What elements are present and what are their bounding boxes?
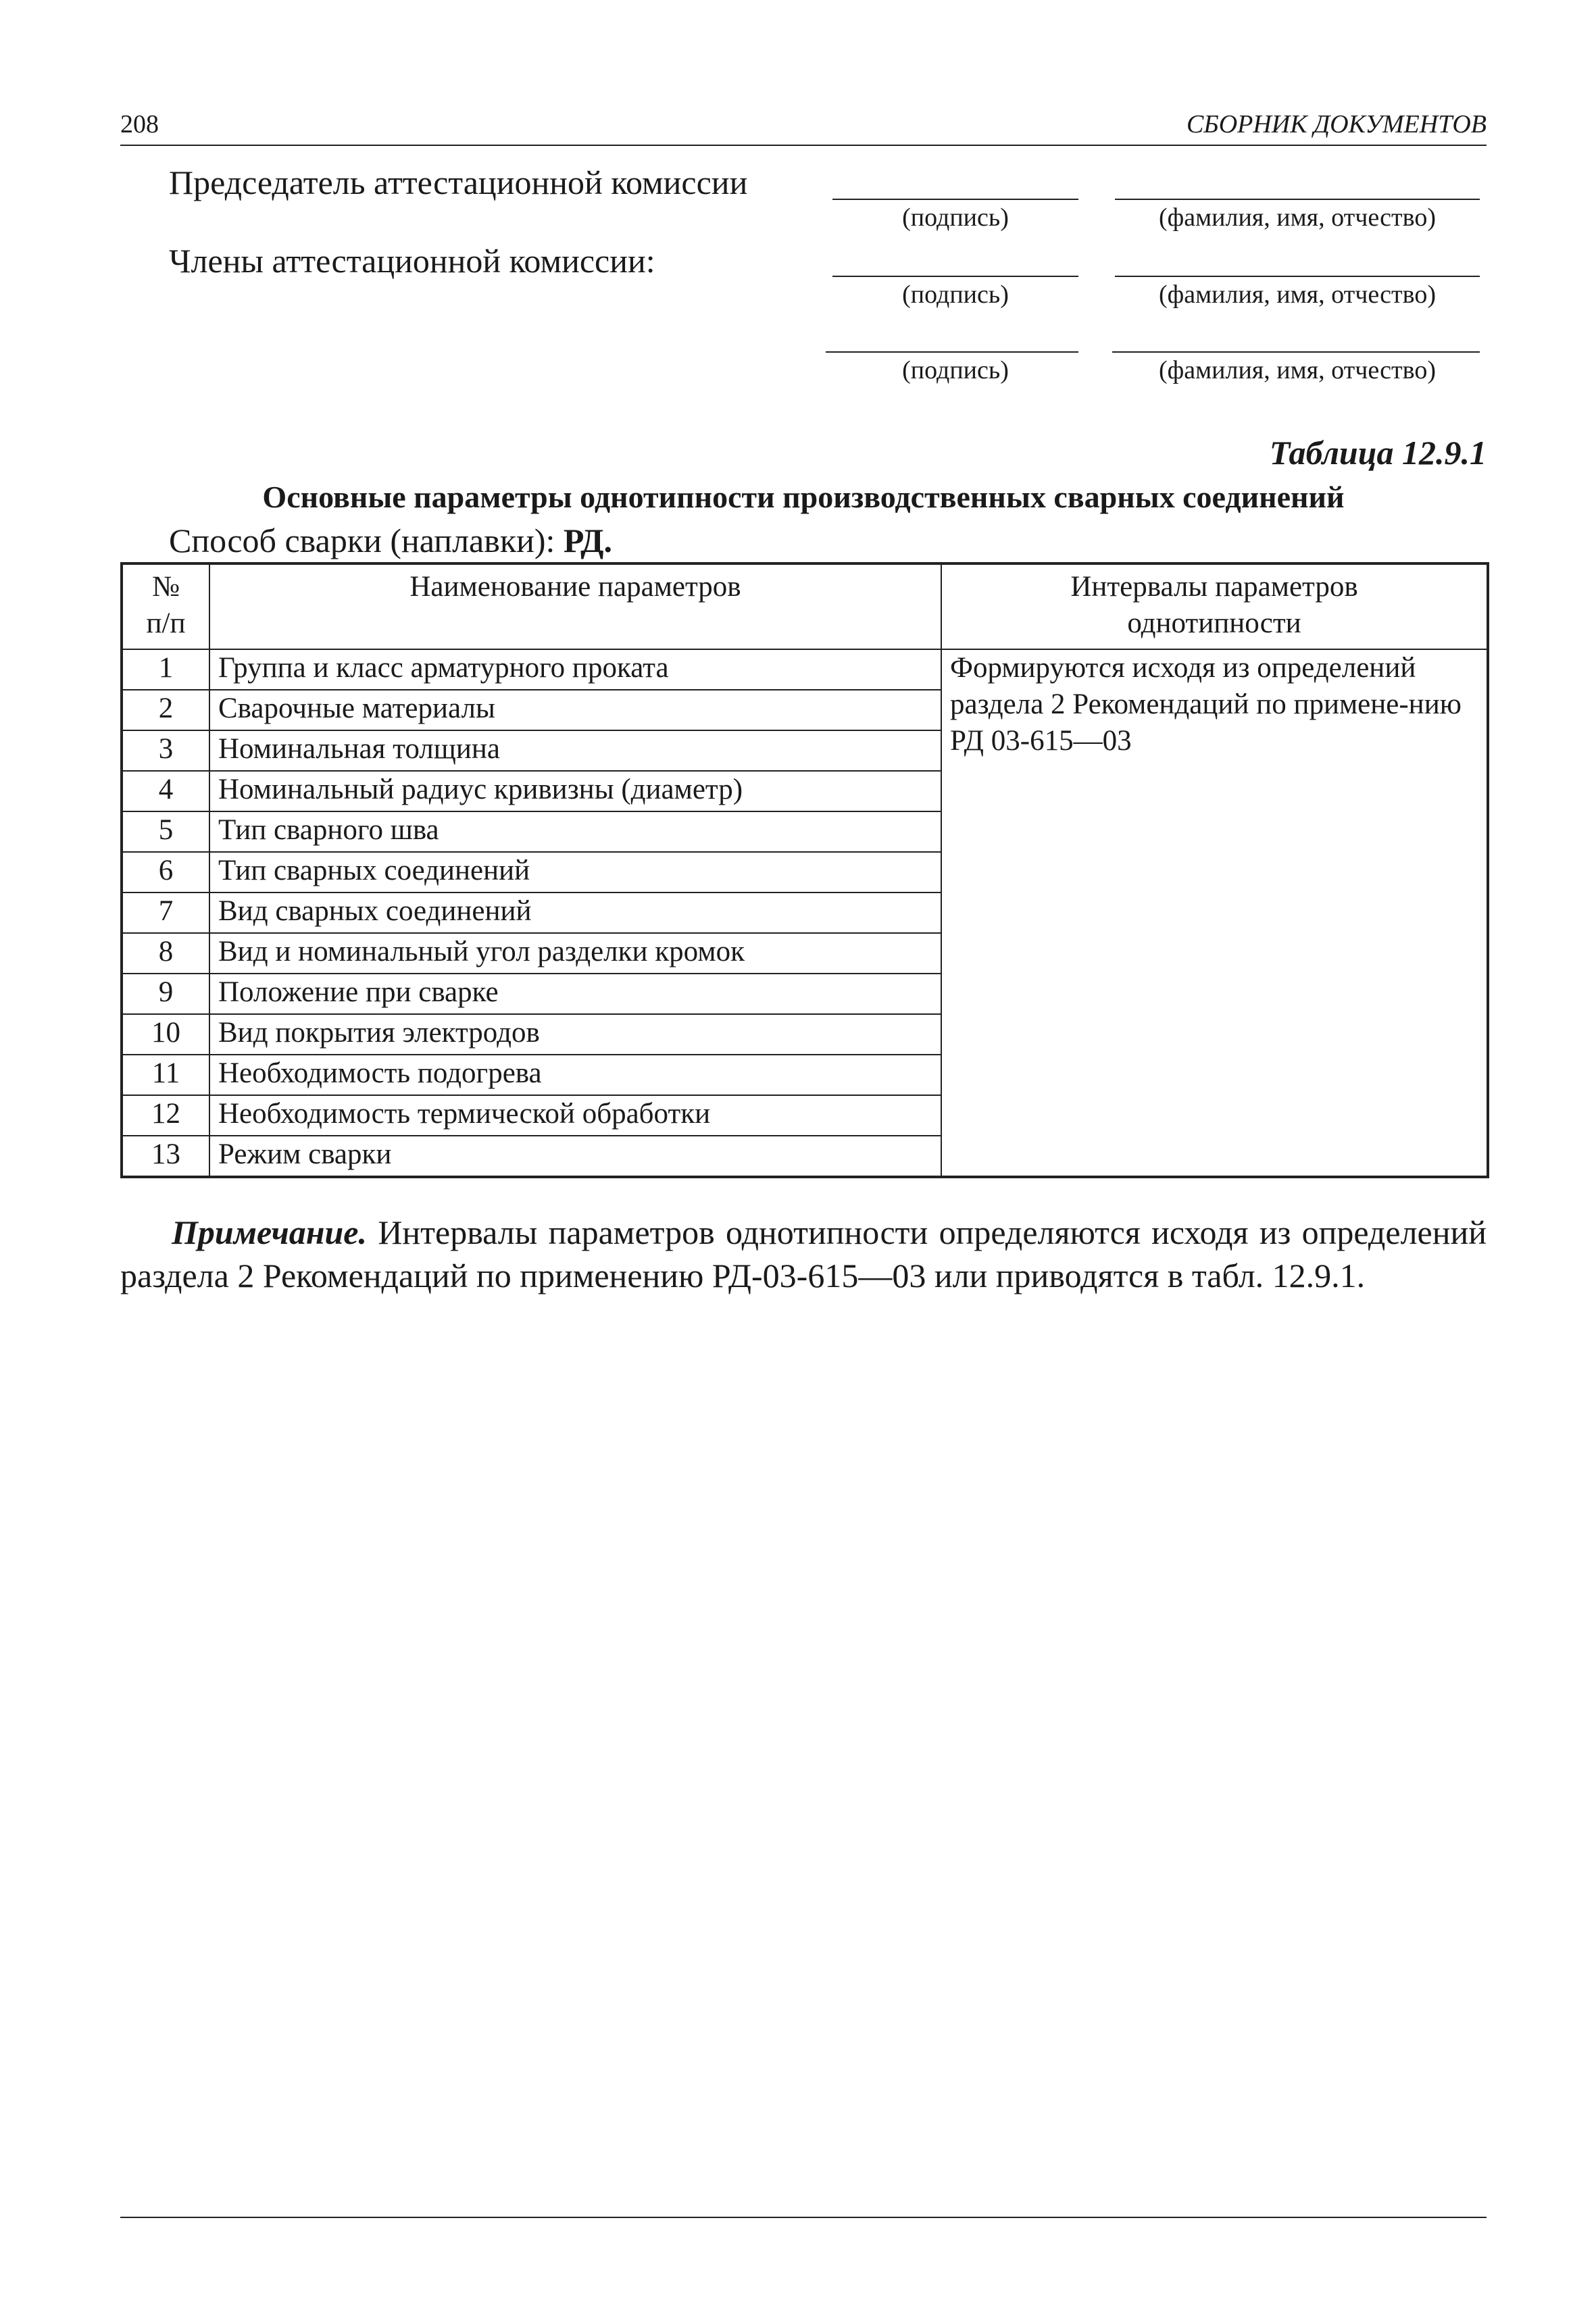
chairman-label: Председатель аттестационной комиссии — [169, 164, 748, 201]
column-header-number-line1: № — [151, 571, 180, 603]
column-header-interval-line2: однотипности — [1127, 607, 1301, 639]
note-text: Интервалы параметров однотипности определяются исходя из определений раздела 2 Рекомендаций по применению РД-03-615—03 или приводятся в табл. 12.9.1. — [120, 1213, 1487, 1294]
welding-method-line — [169, 520, 612, 561]
row-parameter-name: Номинальный радиус кривизны (диаметр) — [209, 771, 941, 811]
row-number: 6 — [122, 852, 209, 892]
row-number: 1 — [122, 649, 209, 690]
row-number: 11 — [122, 1055, 209, 1095]
member1-signature-line — [832, 276, 1078, 277]
interval-cell: Формируются исходя из определений раздела 2 Рекомендаций по примене-нию РД 03-615—03 — [941, 649, 1488, 1177]
table-title: Основные параметры однотипности производственных сварных соединений — [262, 480, 1345, 514]
row-parameter-name: Положение при сварке — [209, 974, 941, 1014]
welding-method-prefix: Способ сварки (наплавки): — [169, 522, 564, 559]
row-number: 2 — [122, 690, 209, 730]
row-parameter-name: Необходимость термической обработки — [209, 1095, 941, 1136]
member2-signature-caption: (подпись) — [902, 356, 1009, 384]
row-parameter-name: Режим сварки — [209, 1136, 941, 1177]
row-number: 9 — [122, 974, 209, 1014]
row-parameter-name: Вид и номинальный угол разделки кромок — [209, 933, 941, 974]
member1-signature-caption: (подпись) — [902, 280, 1009, 309]
table-row — [122, 649, 1488, 690]
member2-name-caption: (фамилия, имя, отчество) — [1158, 356, 1436, 384]
row-number: 4 — [122, 771, 209, 811]
chairman-name-caption: (фамилия, имя, отчество) — [1158, 203, 1436, 232]
members-label: Члены аттестационной комиссии: — [169, 242, 655, 280]
row-number: 10 — [122, 1014, 209, 1055]
note-lead: Примечание. — [172, 1213, 367, 1251]
table-label: Таблица 12.9.1 — [1269, 434, 1487, 472]
chairman-signature-caption: (подпись) — [902, 203, 1009, 232]
row-parameter-name: Необходимость подогрева — [209, 1055, 941, 1095]
parameters-table — [120, 562, 1489, 1178]
row-number: 8 — [122, 933, 209, 974]
page-number: 208 — [120, 110, 159, 139]
row-number: 13 — [122, 1136, 209, 1177]
member2-name-line — [1112, 351, 1480, 353]
member1-name-caption: (фамилия, имя, отчество) — [1158, 280, 1436, 309]
row-number: 3 — [122, 730, 209, 771]
row-parameter-name: Вид сварных соединений — [209, 892, 941, 933]
row-parameter-name: Вид покрытия электродов — [209, 1014, 941, 1055]
note-paragraph — [120, 1211, 1487, 1297]
row-parameter-name: Сварочные материалы — [209, 690, 941, 730]
row-number: 12 — [122, 1095, 209, 1136]
welding-method-value: РД. — [563, 522, 613, 559]
member1-name-line — [1115, 276, 1480, 277]
running-title: СБОРНИК ДОКУМЕНТОВ — [1186, 110, 1487, 139]
chairman-name-line — [1115, 199, 1480, 200]
row-parameter-name: Тип сварного шва — [209, 811, 941, 852]
chairman-signature-line — [832, 199, 1078, 200]
column-header-interval-line1: Интервалы параметров — [1070, 571, 1358, 603]
table-header-row — [122, 563, 1488, 649]
member2-signature-line — [826, 351, 1078, 353]
column-header-number-line2: п/п — [146, 607, 186, 639]
row-parameter-name: Тип сварных соединений — [209, 852, 941, 892]
row-number: 5 — [122, 811, 209, 852]
bottom-rule — [120, 2217, 1487, 2218]
column-header-number — [122, 563, 209, 649]
running-header — [120, 107, 1487, 146]
row-number: 7 — [122, 892, 209, 933]
column-header-interval — [941, 563, 1488, 649]
row-parameter-name: Группа и класс арматурного проката — [209, 649, 941, 690]
column-header-name: Наименование параметров — [209, 563, 941, 649]
row-parameter-name: Номинальная толщина — [209, 730, 941, 771]
